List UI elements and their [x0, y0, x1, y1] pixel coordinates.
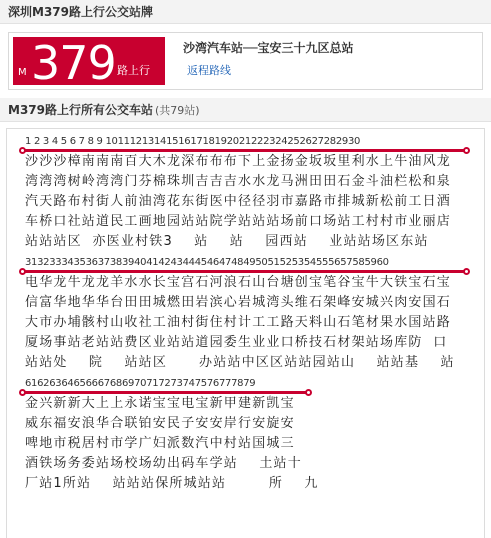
stops-band-2: [15, 256, 480, 373]
stop-names: [15, 394, 480, 494]
stop-name-row[interactable]: 站站处 院 站站区 办站站中区区站站园站山 站站基 站: [25, 355, 455, 370]
route-line: [23, 149, 469, 152]
stop-name-row[interactable]: 沙沙沙樟南南南百大木龙深布布布下上金扬金坂坂里利水上牛油风龙: [25, 154, 452, 169]
stop-name-row[interactable]: 厂站1所站 站站站保所城站站 所 九: [25, 476, 319, 491]
route-suffix: 路上行: [117, 64, 150, 77]
route-start-dot: [19, 147, 26, 154]
route-info: [165, 33, 353, 89]
stops-list: [6, 128, 485, 538]
stop-number-row: [15, 135, 480, 152]
stop-names: [15, 152, 480, 252]
route-end-dot: [463, 268, 470, 275]
stop-numbers: 616263646566676869707172737475767778​79: [25, 378, 256, 389]
stop-numbers: 3132333435363738394041424344454647484950515253545556575859​60: [25, 257, 389, 268]
route-line: [23, 270, 469, 273]
stop-names: [15, 273, 480, 373]
stop-name-row[interactable]: 酒铁场务委站场校场幼出码车学站 土站十: [25, 456, 302, 471]
stop-name-row[interactable]: 汽天路布村街人前油湾花东街医中径径羽市嘉路市排城新松前工日酒: [25, 194, 452, 209]
route-sign: [8, 32, 483, 90]
route-line: [23, 391, 311, 394]
stop-name-row[interactable]: 湾湾湾树岭湾湾门芬棉珠圳吉吉吉水水龙马洲田田石金斗油栏松和泉: [25, 174, 452, 189]
stop-number-row: [15, 377, 480, 394]
route-endpoints: 沙湾汽车站──宝安三十九区总站: [183, 41, 354, 55]
stops-band-1: [15, 135, 480, 252]
stops-header: [0, 98, 491, 122]
route-end-dot: [305, 389, 312, 396]
stop-name-row[interactable]: 车桥口社站道民工画地园站站院学站站站场前口场站工村村市业丽店: [25, 214, 452, 229]
stop-name-row[interactable]: 啤地市税居村市学广妇派数汽中村站国城三: [25, 436, 295, 451]
stops-title: M379路上行所有公交车站: [8, 103, 153, 117]
route-badge: [13, 36, 165, 90]
page-title: 深圳M379路上行公交站牌: [8, 5, 153, 19]
stop-name-row[interactable]: 威东福安浪华合联铂安民子安安岸行安旋安: [25, 416, 295, 431]
stop-number-row: [15, 256, 480, 273]
route-start-dot: [19, 268, 26, 275]
stop-name-row[interactable]: 厦场事站老站站费区业站站道园委生业业口桥技石材架站场库防 口: [25, 335, 448, 350]
route-number: 379: [31, 36, 116, 90]
stop-name-row[interactable]: 站站站区 亦医业村铁3 站 站 园西站 业站站场区东站: [25, 234, 429, 249]
stop-name-row[interactable]: 信富华地华华台田田城燃田岩滨心岩城湾头维石架峰安城兴肉安国石: [25, 295, 452, 310]
return-route-link[interactable]: 返程路线: [187, 64, 231, 77]
route-prefix: M: [18, 67, 27, 78]
route-start-dot: [19, 389, 26, 396]
route-end-dot: [463, 147, 470, 154]
route-header: [0, 0, 491, 24]
stop-numbers: 1 2 3 4 5 6 7 8 9 10111213141516171819202122232425262728293​0: [25, 136, 361, 147]
stops-band-3: [15, 377, 480, 494]
stops-count: (共79站): [155, 103, 200, 117]
stop-name-row[interactable]: 金兴新新大上上永诺宝宝电宝新甲建新凯宝: [25, 396, 295, 411]
stop-name-row[interactable]: 大市办埔骸村山收社工油村街住村计工工路天料山石笔材果水国站路: [25, 315, 452, 330]
stop-name-row[interactable]: 电华龙牛龙龙羊水水长宝宫石河浪石山台塘创宝笔谷宝牛大铁宝石宝: [25, 275, 452, 290]
